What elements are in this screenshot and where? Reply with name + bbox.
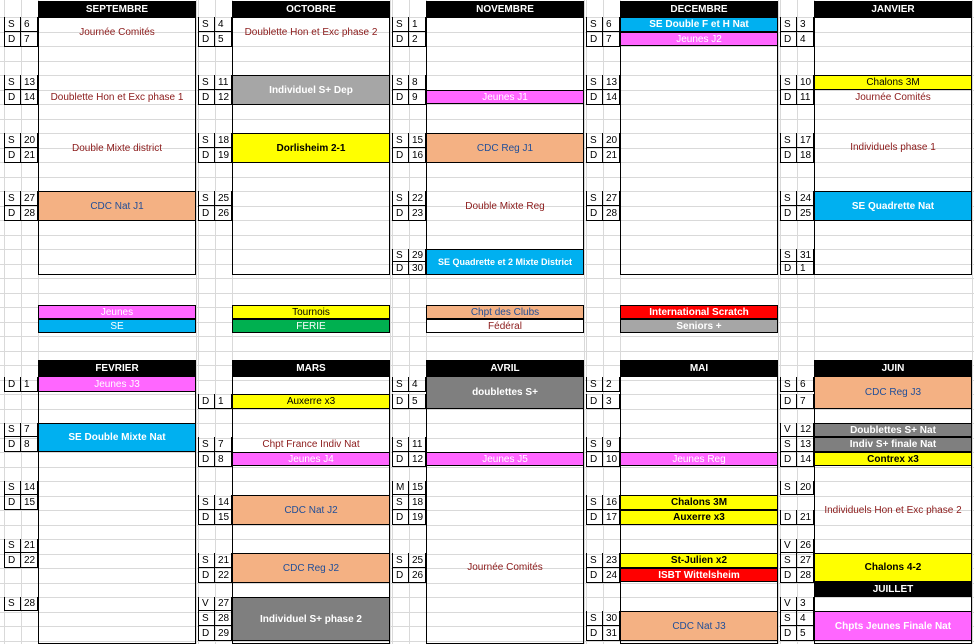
day-number: 16 [409,148,426,163]
event-cell[interactable]: Journée Comités [855,91,931,103]
event-cell[interactable]: St-Julien x2 [620,553,778,568]
day-number: 22 [215,568,232,583]
day-number: 15 [409,133,426,148]
day-number: 31 [603,626,620,641]
event-cell[interactable]: CDC Nat J1 [38,191,196,221]
day-letter: D [4,437,21,452]
day-letter: D [4,553,21,568]
day-number: 28 [603,206,620,221]
day-number: 3 [797,597,814,611]
day-number: 20 [603,133,620,148]
legend-se: SE [38,319,196,333]
day-letter: D [586,568,603,583]
day-letter: D [780,626,797,641]
day-number: 25 [409,553,426,568]
day-letter: S [392,191,409,206]
day-letter: D [780,262,797,275]
event-cell[interactable]: SE Quadrette Nat [814,191,972,221]
day-letter: D [586,510,603,525]
month-header-mars: MARS [232,360,390,376]
day-number: 27 [215,597,232,611]
day-number: 23 [603,553,620,568]
day-number: 12 [797,423,814,437]
month-header-juin: JUIN [814,360,972,376]
day-number: 17 [797,133,814,148]
day-letter: D [780,206,797,221]
day-number: 6 [603,17,620,32]
month-header-octobre: OCTOBRE [232,1,390,17]
day-letter: D [780,148,797,163]
day-letter: S [586,133,603,148]
day-number: 25 [797,206,814,221]
event-cell[interactable]: Jeunes J1 [426,90,584,104]
day-letter: D [198,32,215,47]
day-number: 18 [797,148,814,163]
day-number: 29 [215,626,232,641]
day-number: 1 [797,262,814,275]
day-letter: S [4,597,21,611]
column-frame [426,376,584,644]
day-letter: S [586,377,603,392]
day-number: 21 [797,510,814,525]
day-number: 12 [409,452,426,467]
day-letter: S [392,17,409,32]
day-number: 11 [409,437,426,452]
day-letter: S [586,17,603,32]
day-letter: S [392,377,409,392]
event-cell[interactable]: Doublette Hon et Exc phase 2 [244,26,378,38]
event-cell[interactable]: CDC Reg J3 [814,376,972,409]
day-number: 27 [797,553,814,568]
day-letter: S [780,553,797,568]
day-letter: V [780,423,797,437]
day-letter: D [392,510,409,525]
day-letter: D [586,394,603,409]
month-header-fevrier: FEVRIER [38,360,196,376]
day-number: 15 [215,510,232,525]
event-cell[interactable]: Jeunes J2 [620,32,778,46]
day-letter: S [4,423,21,437]
day-number: 31 [797,249,814,262]
event-cell[interactable]: Journée Comités [79,26,155,38]
day-number: 29 [409,249,426,262]
day-number: 5 [409,394,426,409]
column-frame [38,376,196,644]
day-letter: D [198,568,215,583]
day-number: 4 [215,17,232,32]
day-letter: D [4,206,21,221]
day-number: 26 [409,568,426,583]
day-letter: S [198,191,215,206]
day-letter: S [780,249,797,262]
event-cell[interactable]: Chalons 3M [814,75,972,90]
day-letter: S [198,17,215,32]
day-letter: D [198,148,215,163]
day-number: 14 [797,452,814,467]
day-letter: D [392,206,409,221]
day-letter: V [780,539,797,553]
day-number: 14 [215,495,232,510]
day-number: 30 [603,611,620,626]
day-number: 13 [21,75,38,90]
month-header-septembre: SEPTEMBRE [38,1,196,17]
day-letter: S [586,75,603,90]
day-letter: S [780,133,797,148]
day-number: 11 [215,75,232,90]
day-letter: D [4,32,21,47]
event-cell[interactable]: Individuels phase 1 [850,142,936,153]
day-letter: D [780,568,797,583]
day-number: 27 [603,191,620,206]
day-number: 13 [797,437,814,452]
day-letter: S [198,133,215,148]
event-cell[interactable]: Indiv S+ finale Nat [814,437,972,452]
day-number: 9 [603,437,620,452]
day-number: 20 [797,481,814,495]
day-letter: S [780,75,797,90]
day-letter: D [780,452,797,467]
event-cell[interactable]: Auxerre x3 [232,394,390,409]
event-cell[interactable]: doublettes S+ [426,376,584,409]
day-number: 5 [215,32,232,47]
day-letter: D [780,32,797,47]
day-letter: S [198,75,215,90]
day-letter: D [198,452,215,467]
day-number: 16 [603,495,620,510]
event-cell[interactable]: CDC Nat J3 [620,611,778,641]
day-number: 14 [21,90,38,105]
day-number: 3 [797,17,814,32]
day-letter: D [198,206,215,221]
event-cell[interactable]: SE Double F et H Nat [620,17,778,32]
day-number: 28 [21,597,38,611]
day-letter: S [586,611,603,626]
day-letter: D [586,148,603,163]
event-cell[interactable]: SE Double Mixte Nat [38,423,196,452]
legend-international: International Scratch [620,305,778,319]
day-number: 10 [603,452,620,467]
day-number: 6 [21,17,38,32]
event-cell[interactable]: Jeunes J5 [426,452,584,466]
day-number: 7 [603,32,620,47]
day-letter: S [392,75,409,90]
day-number: 26 [215,206,232,221]
day-letter: S [392,249,409,262]
gridline-row [0,278,974,279]
day-letter: S [392,437,409,452]
day-letter: D [198,90,215,105]
day-number: 2 [603,377,620,392]
event-cell[interactable]: Dorlisheim 2-1 [232,133,390,163]
day-letter: D [780,394,797,409]
day-letter: S [4,75,21,90]
day-letter: D [4,90,21,105]
event-cell[interactable]: Jeunes J4 [232,452,390,466]
day-number: 21 [215,553,232,568]
legend-tournois: Tournois [232,305,390,319]
day-number: 4 [797,611,814,626]
event-cell[interactable]: Double Mixte Reg [465,200,545,212]
day-letter: D [586,90,603,105]
event-cell[interactable]: Chalons 3M [620,495,778,510]
day-letter: D [198,510,215,525]
day-letter: S [198,437,215,452]
day-number: 26 [797,539,814,553]
event-cell[interactable]: CDC Reg J2 [232,553,390,583]
day-letter: S [392,553,409,568]
day-number: 7 [21,423,38,437]
day-letter: V [198,597,215,611]
event-cell[interactable]: SE Quadrette et 2 Mixte District [426,249,584,275]
day-letter: S [4,17,21,32]
day-number: 30 [409,262,426,275]
day-letter: D [780,510,797,525]
day-letter: S [4,191,21,206]
gridline-row [0,351,974,352]
event-cell[interactable]: Chpts Jeunes Finale Nat [814,611,972,641]
legend-seniors: Seniors + [620,319,778,333]
event-cell[interactable]: Doublettes S+ Nat [814,423,972,437]
day-letter: D [392,32,409,47]
day-letter: S [198,553,215,568]
day-letter: S [586,553,603,568]
day-number: 17 [603,510,620,525]
day-letter: S [586,495,603,510]
day-number: 21 [21,539,38,553]
day-letter: S [586,191,603,206]
day-number: 1 [409,17,426,32]
gridline-col [584,0,585,644]
day-letter: D [392,452,409,467]
event-cell[interactable]: ISBT Wittelsheim [620,568,778,582]
day-number: 4 [797,32,814,47]
event-cell[interactable]: Auxerre x3 [620,510,778,525]
day-number: 23 [409,206,426,221]
gridline-col [196,0,197,644]
event-cell[interactable]: Jeunes Reg [620,452,778,466]
day-number: 15 [21,495,38,510]
day-letter: S [780,191,797,206]
day-letter: S [4,133,21,148]
day-letter: D [392,262,409,275]
day-letter: D [392,148,409,163]
day-letter: D [392,394,409,409]
day-number: 19 [215,148,232,163]
day-number: 6 [797,377,814,392]
day-number: 7 [21,32,38,47]
day-number: 19 [409,510,426,525]
day-number: 1 [215,394,232,409]
event-cell[interactable]: Individuel S+ phase 2 [232,597,390,641]
month-header-novembre: NOVEMBRE [426,1,584,17]
day-number: 11 [797,90,814,105]
day-number: 21 [603,148,620,163]
month-header-mai: MAI [620,360,778,376]
day-letter: D [586,32,603,47]
day-number: 18 [409,495,426,510]
day-number: 28 [797,568,814,583]
day-letter: D [198,394,215,409]
day-number: 13 [603,75,620,90]
event-cell[interactable]: Contrex x3 [814,452,972,466]
event-cell[interactable]: Journée Comités [467,562,543,573]
day-letter: D [4,148,21,163]
day-letter: S [198,611,215,626]
day-letter: D [4,377,21,392]
gridline-col [778,0,779,644]
day-number: 15 [409,481,426,495]
day-letter: D [780,90,797,105]
day-number: 27 [21,191,38,206]
day-letter: D [392,568,409,583]
event-cell[interactable]: Doublette Hon et Exc phase 1 [50,92,184,103]
day-letter: D [198,626,215,641]
day-letter: S [4,539,21,553]
event-cell[interactable]: Chpt France Indiv Nat [262,438,360,450]
day-number: 24 [797,191,814,206]
day-number: 12 [215,90,232,105]
legend-clubs: Chpt des Clubs [426,305,584,319]
day-number: 24 [603,568,620,583]
day-number: 14 [603,90,620,105]
day-number: 28 [21,206,38,221]
day-letter: S [780,481,797,495]
day-letter: D [586,626,603,641]
day-number: 8 [409,75,426,90]
day-letter: S [780,611,797,626]
month-header-decembre: DECEMBRE [620,1,778,17]
day-letter: S [780,377,797,392]
day-number: 22 [21,553,38,568]
event-cell[interactable]: Individuels Hon et Exc phase 2 [824,504,962,516]
day-number: 21 [21,148,38,163]
event-cell[interactable]: CDC Nat J2 [232,495,390,525]
day-number: 7 [215,437,232,452]
day-letter: S [586,437,603,452]
day-letter: S [780,17,797,32]
day-number: 10 [797,75,814,90]
day-number: 28 [215,611,232,626]
legend-federal: Fédéral [426,319,584,333]
day-letter: M [392,481,409,495]
day-number: 9 [409,90,426,105]
event-cell[interactable]: Jeunes J3 [38,376,196,392]
event-cell[interactable]: Double Mixte district [71,142,163,154]
day-letter: S [198,495,215,510]
day-letter: D [4,495,21,510]
day-number: 4 [409,377,426,392]
day-number: 8 [21,437,38,452]
day-letter: S [392,133,409,148]
day-number: 1 [21,377,38,392]
legend-jeunes: Jeunes [38,305,196,319]
day-number: 3 [603,394,620,409]
day-number: 22 [409,191,426,206]
gridline-col [390,0,391,644]
month-header-avril: AVRIL [426,360,584,376]
day-number: 18 [215,133,232,148]
month-header-juillet: JUILLET [814,582,972,597]
event-cell[interactable]: Individuel S+ Dep [232,75,390,105]
day-number: 25 [215,191,232,206]
day-number: 2 [409,32,426,47]
gridline-row [0,336,974,337]
event-cell[interactable]: CDC Reg J1 [426,133,584,163]
day-number: 14 [21,481,38,495]
day-number: 5 [797,626,814,641]
day-letter: S [392,495,409,510]
day-letter: S [4,481,21,495]
month-header-janvier: JANVIER [814,1,972,17]
day-number: 7 [797,394,814,409]
day-number: 20 [21,133,38,148]
column-frame [620,17,778,275]
day-letter: D [586,452,603,467]
legend-ferie: FERIE [232,319,390,333]
event-cell[interactable]: Chalons 4-2 [814,553,972,582]
day-letter: V [780,597,797,611]
gridline-col [972,0,973,644]
day-letter: D [586,206,603,221]
day-letter: S [780,437,797,452]
day-letter: D [392,90,409,105]
day-number: 8 [215,452,232,467]
gridline-row [0,293,974,294]
